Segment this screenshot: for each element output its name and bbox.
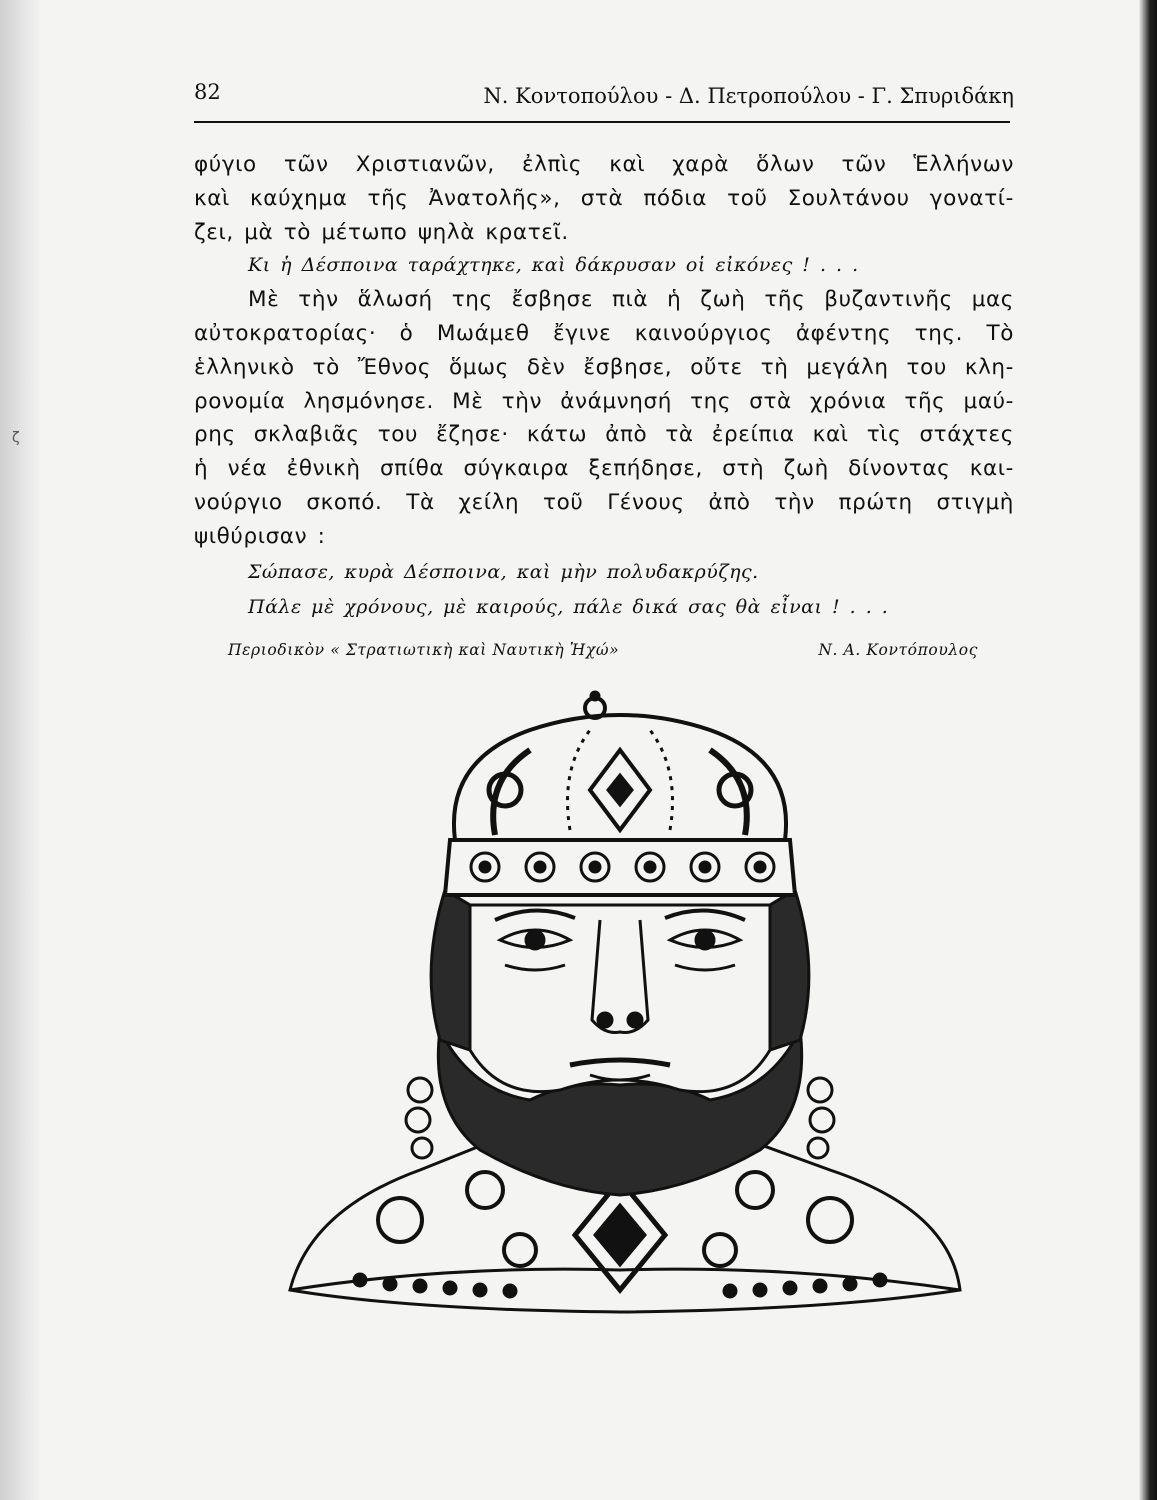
author-signature: Ν. Α. Κοντόπουλος [818,641,978,659]
paragraph-line: αὐτοκρατορίας· ὁ Μωάμεθ ἔγινε καινούργιος ἀφέντης της. Τὸ [194,320,1014,346]
text-line: ζει, μὰ τὸ μέτωπο ψηλὰ κρατεῖ. [194,219,569,245]
paragraph-line: ψιθύρισαν : [194,523,326,549]
verse-line: Πάλε μὲ χρόνους, μὲ καιρούς, πάλε δικά σας θὰ εἶναι ! . . . [248,596,889,619]
page-header [194,78,1014,118]
verse-line: Σώπασε, κυρὰ Δέσποινα, καὶ μὴν πολυδακρύζης. [248,560,759,583]
page-number: 82 [194,80,221,104]
paragraph-line: ἑλληνικὸ τὸ Ἔθνος ὅμως δὲν ἔσβησε, οὔτε τὴ μεγάλη του κλη- [194,354,1014,380]
signature-row [228,641,978,671]
paragraph-line: ρης σκλαβιᾶς του ἔζησε· κάτω ἀπὸ τὰ ἐρείπια καὶ τὶς στάχτες [194,422,1014,448]
quote-line: Κι ἡ Δέσποινα ταράχτηκε, καὶ δάκρυσαν οἱ εἰκόνες ! . . . [248,254,859,277]
text-line: φύγιο τῶν Χριστιανῶν, ἐλπὶς καὶ χαρὰ ὅλων τῶν Ἑλλήνων [194,152,1014,177]
text-line: καὶ καύχημα τῆς Ἀνατολῆς», στὰ πόδια τοῦ Σουλτάνου γονατί- [194,185,1014,211]
paragraph-line: Μὲ τὴν ἅλωσή της ἔσβησε πιὰ ἡ ζωὴ τῆς βυζαντινῆς μας [248,287,1014,313]
running-head: Ν. Κοντοπούλου - Δ. Πετροπούλου - Γ. Σπυριδάκη [483,84,1014,108]
paragraph-line: ἡ νέα ἐθνικὴ σπίθα σύγκαιρα ξεπήδησε, στὴ ζωὴ δίνοντας και- [194,456,1014,482]
header-rule [194,121,1010,123]
margin-mark: ζ [12,430,20,446]
page-right-edge-shadow [1139,0,1157,1500]
source-citation: Περιοδικὸν « Στρατιωτικὴ καὶ Ναυτικὴ Ἠχώ» [228,641,620,659]
body-text [194,148,1014,625]
paragraph-line: νούργιο σκοπό. Τὰ χείλη τοῦ Γένους ἀπὸ τὴν πρώτη στιγμὴ [194,489,1014,515]
book-binding-shadow [0,0,40,1500]
emperor-portrait-illustration [270,690,970,1350]
paragraph-line: ρονομία λησμόνησε. Μὲ τὴν ἀνάμνησή της στὰ χρόνια τῆς μαύ- [194,388,1014,414]
